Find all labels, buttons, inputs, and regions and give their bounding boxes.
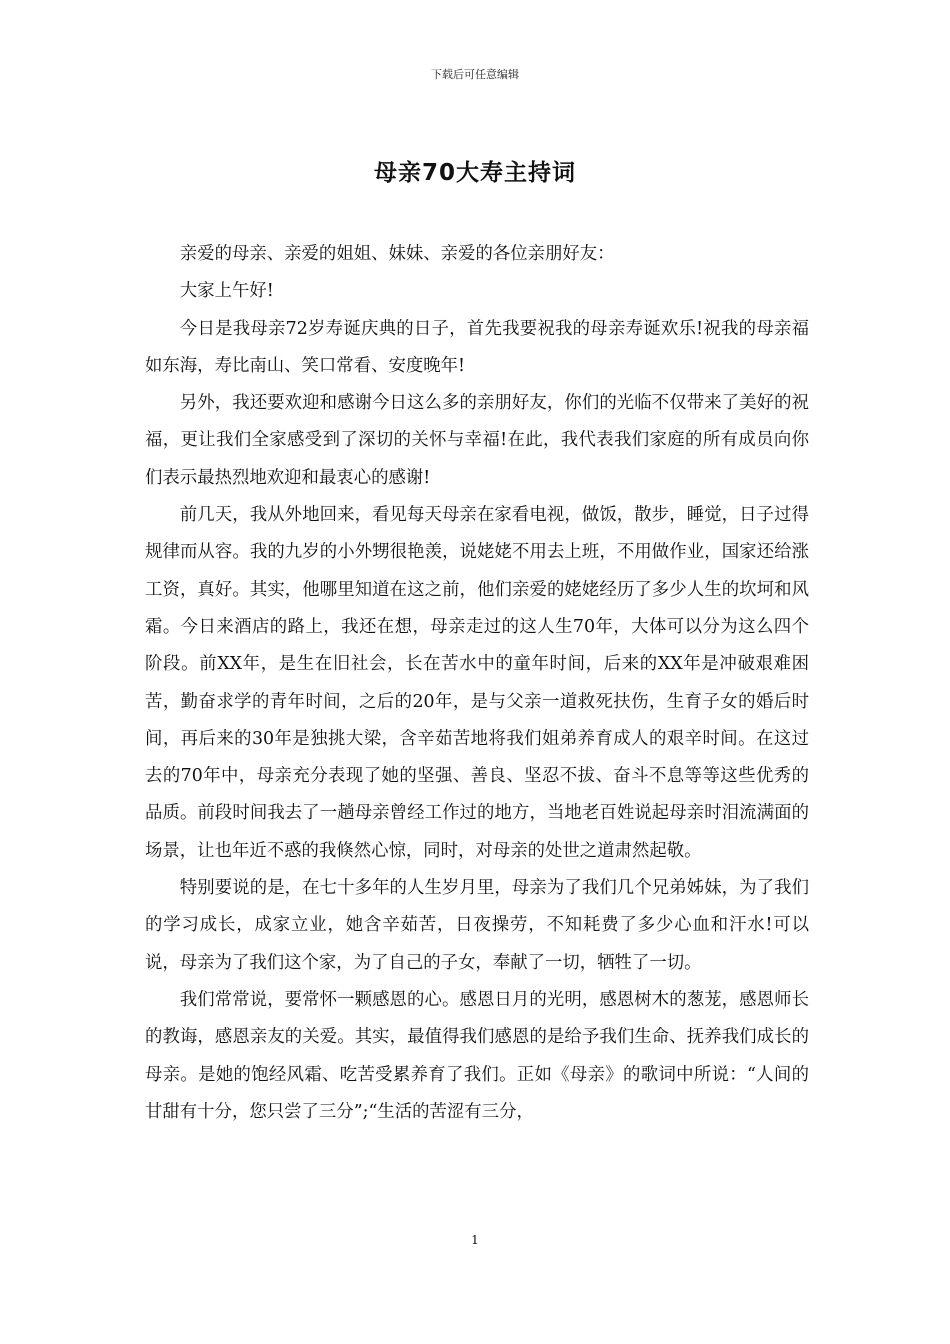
body-text bbox=[145, 236, 809, 1131]
page-number: 1 bbox=[471, 1233, 479, 1247]
paragraph-birthday-wishes: 今日是我母亲72岁寿诞庆典的日子，首先我要祝我的母亲寿诞欢乐!祝我的母亲福如东海，寿比南山、笑口常看、安度晚年! bbox=[145, 318, 809, 376]
header-note: 下载后可任意编辑 bbox=[431, 68, 519, 81]
paragraph-mother-life: 前几天，我从外地回来，看见每天母亲在家看电视，做饭，散步，睡觉，日子过得规律而从容。我的九岁的小外甥很艳羡，说姥姥不用去上班，不用做作业，国家还给涨工资，真好。其实，他哪里知道在这之前，他们亲爱的姥姥经历了多少人生的坎坷和风霜。今日来酒店的路上，我还在想，母亲走过的这人生70年，大体可以分为这么四个阶段。前XX年，是生在旧社会，长在苦水中的童年时间，后来的XX年是冲破艰难困苦，勤奋求学的青年时间，之后的20年，是与父亲一道救死扶伤，生育子女的婚后时间，再后来的30年是独挑大梁，含辛茹苦地将我们姐弟养育成人的艰辛时间。在这过去的70年中，母亲充分表现了她的坚强、善良、坚忍不拔、奋斗不息等等这些优秀的品质。前段时间我去了一趟母亲曾经工作过的地方，当地老百姓说起母亲时泪流满面的场景，让也年近不惑的我倏然心惊，同时，对母亲的处世之道肃然起敬。 bbox=[145, 505, 809, 861]
paragraph-good-morning: 大家上午好! bbox=[179, 281, 274, 302]
paragraph-mother-sacrifice: 特别要说的是，在七十多年的人生岁月里，母亲为了我们几个兄弟姊妹，为了我们的学习成长，成家立业，她含辛茹苦，日夜操劳，不知耗费了多少心血和汗水!可以说，母亲为了我们这个家，为了自己的子女，奉献了一切，牺牲了一切。 bbox=[145, 878, 809, 973]
paragraph-greeting: 亲爱的母亲、亲爱的姐姐、妹妹、亲爱的各位亲朋好友： bbox=[179, 244, 615, 264]
document-title: 母亲70大寿主持词 bbox=[373, 160, 576, 186]
paragraph-gratitude: 我们常常说，要常怀一颗感恩的心。感恩日月的光明，感恩树木的葱茏，感恩师长的教诲，感恩亲友的关爱。其实，最值得我们感恩的是给予我们生命、抚养我们成长的母亲。是她的饱经风霜、吃苦受累养育了我们。正如《母亲》的歌词中所说：“人间的甘甜有十分，您只尝了三分”;“生活的苦涩有三分， bbox=[145, 989, 809, 1122]
paragraph-thanks-guests: 另外，我还要欢迎和感谢今日这么多的亲朋好友，你们的光临不仅带来了美好的祝福，更让我们全家感受到了深切的关怀与幸福!在此，我代表我们家庭的所有成员向你们表示最热烈地欢迎和最衷心的感谢! bbox=[145, 393, 809, 488]
